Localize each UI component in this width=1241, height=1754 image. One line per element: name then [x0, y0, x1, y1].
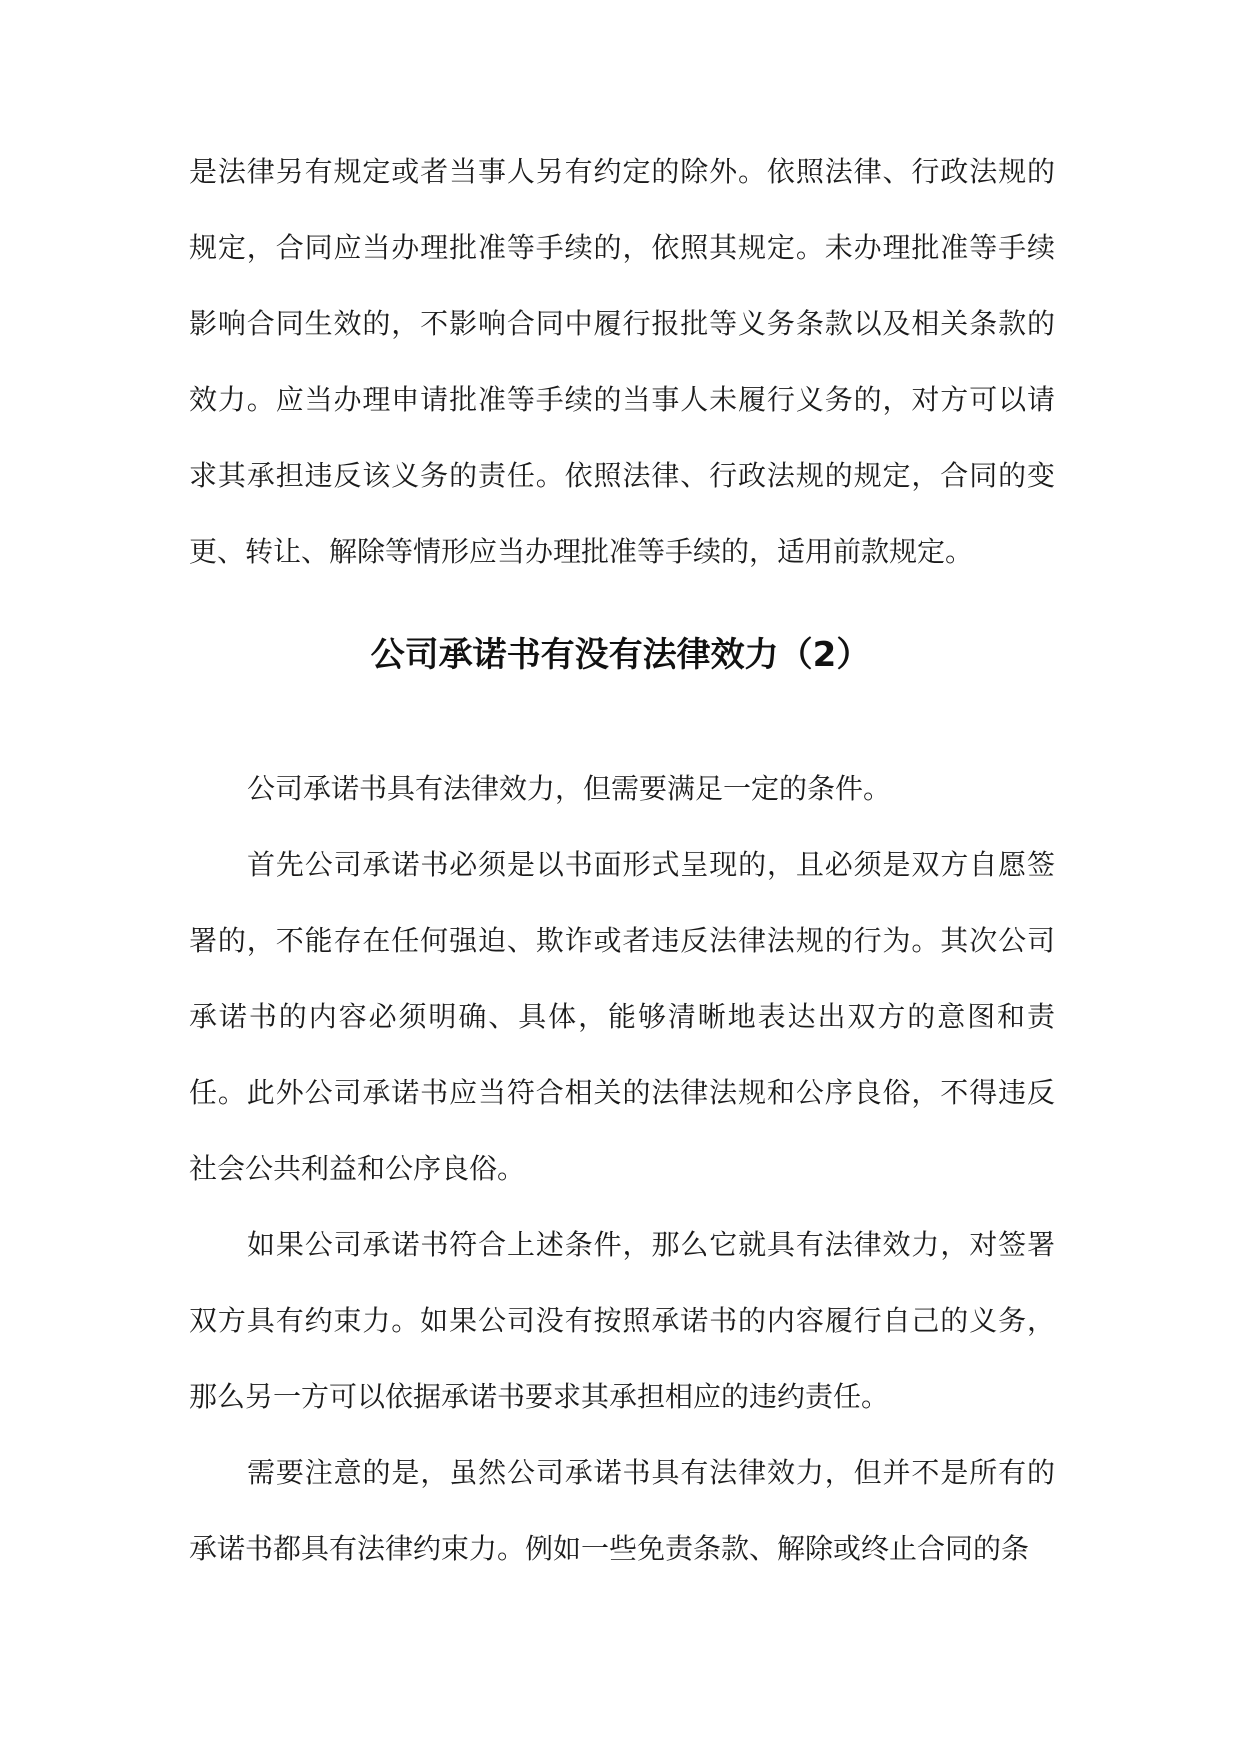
body-paragraph: 首先公司承诺书必须是以书面形式呈现的，且必须是双方自愿签署的，不能存在任何强迫、欺诈或者违反法律法规的行为。其次公司承诺书的内容必须明确、具体，能够清晰地表达出双方的意图和责任。此外公司承诺书应当符合相关的法律法规和公序良俗，不得违反社会公共利益和公序良俗。: [189, 848, 1055, 1185]
body-paragraph: 公司承诺书具有法律效力，但需要满足一定的条件。: [247, 772, 892, 805]
intro-paragraph: 是法律另有规定或者当事人另有约定的除外。依照法律、行政法规的规定，合同应当办理批准等手续的，依照其规定。未办理批准等手续影响合同生效的，不影响合同中履行报批等义务条款以及相关条款的效力。应当办理申请批准等手续的当事人未履行义务的，对方可以请求其承担违反该义务的责任。依照法律、行政法规的规定，合同的变更、转让、解除等情形应当办理批准等手续的，适用前款规定。: [189, 155, 1055, 568]
body-paragraph: 需要注意的是，虽然公司承诺书具有法律效力，但并不是所有的承诺书都具有法律约束力。例如一些免责条款、解除或终止合同的条: [189, 1456, 1055, 1565]
section-body: [189, 751, 1055, 1587]
section-title: 公司承诺书有没有法律效力（2）: [370, 635, 871, 675]
body-paragraph: 如果公司承诺书符合上述条件，那么它就具有法律效力，对签署双方具有约束力。如果公司没有按照承诺书的内容履行自己的义务，那么另一方可以依据承诺书要求其承担相应的违约责任。: [189, 1228, 1055, 1413]
